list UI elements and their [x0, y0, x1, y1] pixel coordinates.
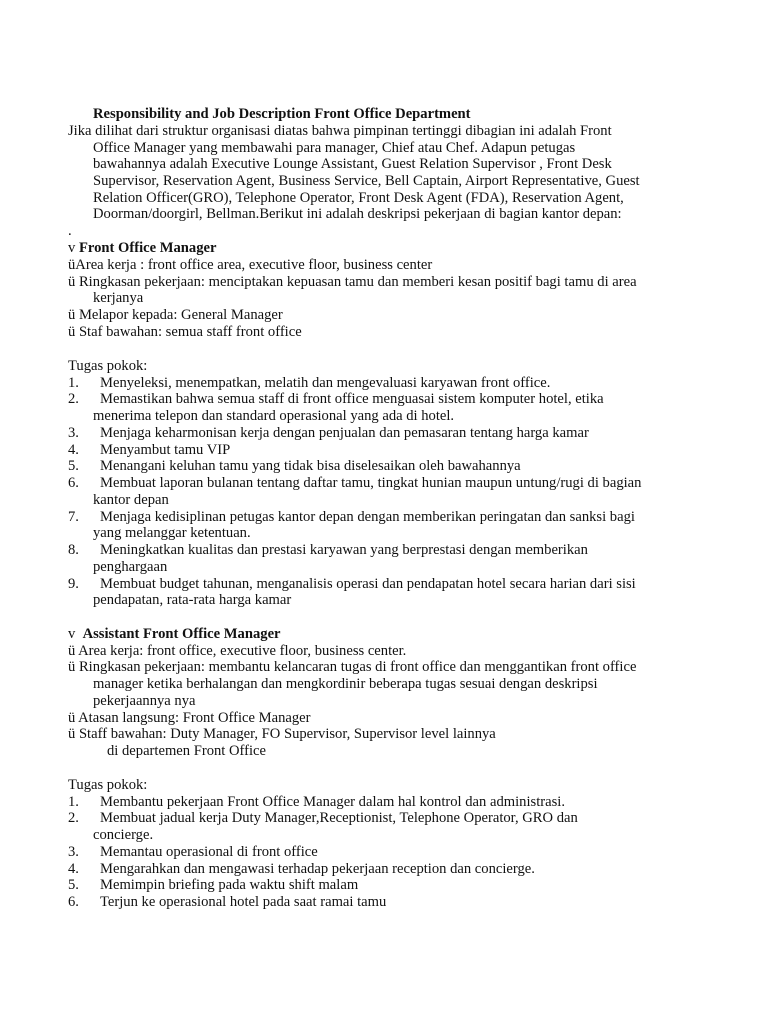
task-continuation: kantor depan [93, 492, 169, 508]
section-bullet: v [68, 240, 76, 256]
info-line: ü Area kerja: front office, executive floor, business center. [68, 643, 407, 659]
info-line: ü Staff bawahan: Duty Manager, FO Supervisor, Supervisor level lainnya [68, 726, 496, 742]
task-number: 5. [68, 458, 79, 474]
task-text: Meningkatkan kualitas dan prestasi karyawan yang berprestasi dengan memberikan [100, 542, 588, 558]
intro-line: Doorman/doorgirl, Bellman.Berikut ini adalah deskripsi pekerjaan di bagian kantor depan: [93, 206, 622, 222]
task-text: Menangani keluhan tamu yang tidak bisa diselesaikan oleh bawahannya [100, 458, 521, 474]
info-line: ü Melapor kepada: General Manager [68, 307, 283, 323]
section-heading-text: Assistant Front Office Manager [82, 626, 281, 642]
section-heading-afom [68, 626, 281, 643]
task-continuation: yang melanggar ketentuan. [93, 525, 251, 541]
task-continuation: menerima telepon dan standard operasional yang ada di hotel. [93, 408, 455, 424]
task-number: 9. [68, 576, 79, 592]
task-number: 4. [68, 442, 79, 458]
task-text: Menjaga kedisiplinan petugas kantor depan dengan memberikan peringatan dan sanksi bagi [100, 509, 635, 525]
info-line: di departemen Front Office [107, 743, 266, 759]
section-bullet: v [68, 626, 76, 642]
task-continuation: concierge. [93, 827, 154, 843]
task-number: 6. [68, 894, 79, 910]
stray-dot: . [68, 223, 72, 239]
task-number: 8. [68, 542, 79, 558]
info-line: kerjanya [93, 290, 144, 306]
task-continuation: pendapatan, rata-rata harga kamar [93, 592, 292, 608]
tasks-label: Tugas pokok: [68, 358, 148, 374]
task-number: 3. [68, 844, 79, 860]
task-text: Menjaga keharmonisan kerja dengan penjualan dan pemasaran tentang harga kamar [100, 425, 589, 441]
task-number: 5. [68, 877, 79, 893]
intro-line: Supervisor, Reservation Agent, Business Service, Bell Captain, Airport Representative, Guest [93, 173, 640, 189]
task-number: 3. [68, 425, 79, 441]
intro-line: bawahannya adalah Executive Lounge Assistant, Guest Relation Supervisor , Front Desk [93, 156, 612, 172]
task-text: Memastikan bahwa semua staff di front office menguasai sistem komputer hotel, etika [100, 391, 604, 407]
task-text: Membantu pekerjaan Front Office Manager dalam hal kontrol dan administrasi. [100, 794, 565, 810]
section-heading-text: Front Office Manager [78, 240, 217, 256]
task-text: Membuat laporan bulanan tentang daftar tamu, tingkat hunian maupun untung/rugi di bagian [100, 475, 642, 491]
task-text: Membuat budget tahunan, menganalisis operasi dan pendapatan hotel secara harian dari sisi [100, 576, 636, 592]
info-line: ü Ringkasan pekerjaan: menciptakan kepuasan tamu dan memberi kesan positif bagi tamu di area [68, 274, 637, 290]
info-line: manager ketika berhalangan dan mengkordinir beberapa tugas sesuai dengan deskripsi [93, 676, 598, 692]
task-text: Menyeleksi, menempatkan, melatih dan mengevaluasi karyawan front office. [100, 375, 551, 391]
document-title: Responsibility and Job Description Front Office Department [93, 106, 471, 122]
task-number: 4. [68, 861, 79, 877]
info-line: ü Staf bawahan: semua staff front office [68, 324, 302, 340]
intro-line: Jika dilihat dari struktur organisasi diatas bahwa pimpinan tertinggi dibagian ini adalah Front [68, 123, 612, 139]
tasks-label: Tugas pokok: [68, 777, 148, 793]
info-line: ü Ringkasan pekerjaan: membantu kelancaran tugas di front office dan menggantikan front office [68, 659, 637, 675]
task-text: Mengarahkan dan mengawasi terhadap pekerjaan reception dan concierge. [100, 861, 535, 877]
task-number: 7. [68, 509, 79, 525]
task-number: 2. [68, 810, 79, 826]
intro-line: Office Manager yang membawahi para manager, Chief atau Chef. Adapun petugas [93, 140, 576, 156]
intro-line: Relation Officer(GRO), Telephone Operator, Front Desk Agent (FDA), Reservation Agent, [93, 190, 624, 206]
task-text: Membuat jadual kerja Duty Manager,Receptionist, Telephone Operator, GRO dan [100, 810, 578, 826]
task-number: 1. [68, 794, 79, 810]
task-text: Menyambut tamu VIP [100, 442, 231, 458]
info-line: üArea kerja : front office area, executive floor, business center [68, 257, 433, 273]
section-heading-fom [68, 240, 216, 257]
task-number: 1. [68, 375, 79, 391]
task-text: Terjun ke operasional hotel pada saat ramai tamu [100, 894, 387, 910]
task-text: Memantau operasional di front office [100, 844, 318, 860]
task-continuation: penghargaan [93, 559, 168, 575]
task-number: 2. [68, 391, 79, 407]
task-text: Memimpin briefing pada waktu shift malam [100, 877, 359, 893]
info-line: ü Atasan langsung: Front Office Manager [68, 710, 311, 726]
info-line: pekerjaannya nya [93, 693, 196, 709]
task-number: 6. [68, 475, 79, 491]
